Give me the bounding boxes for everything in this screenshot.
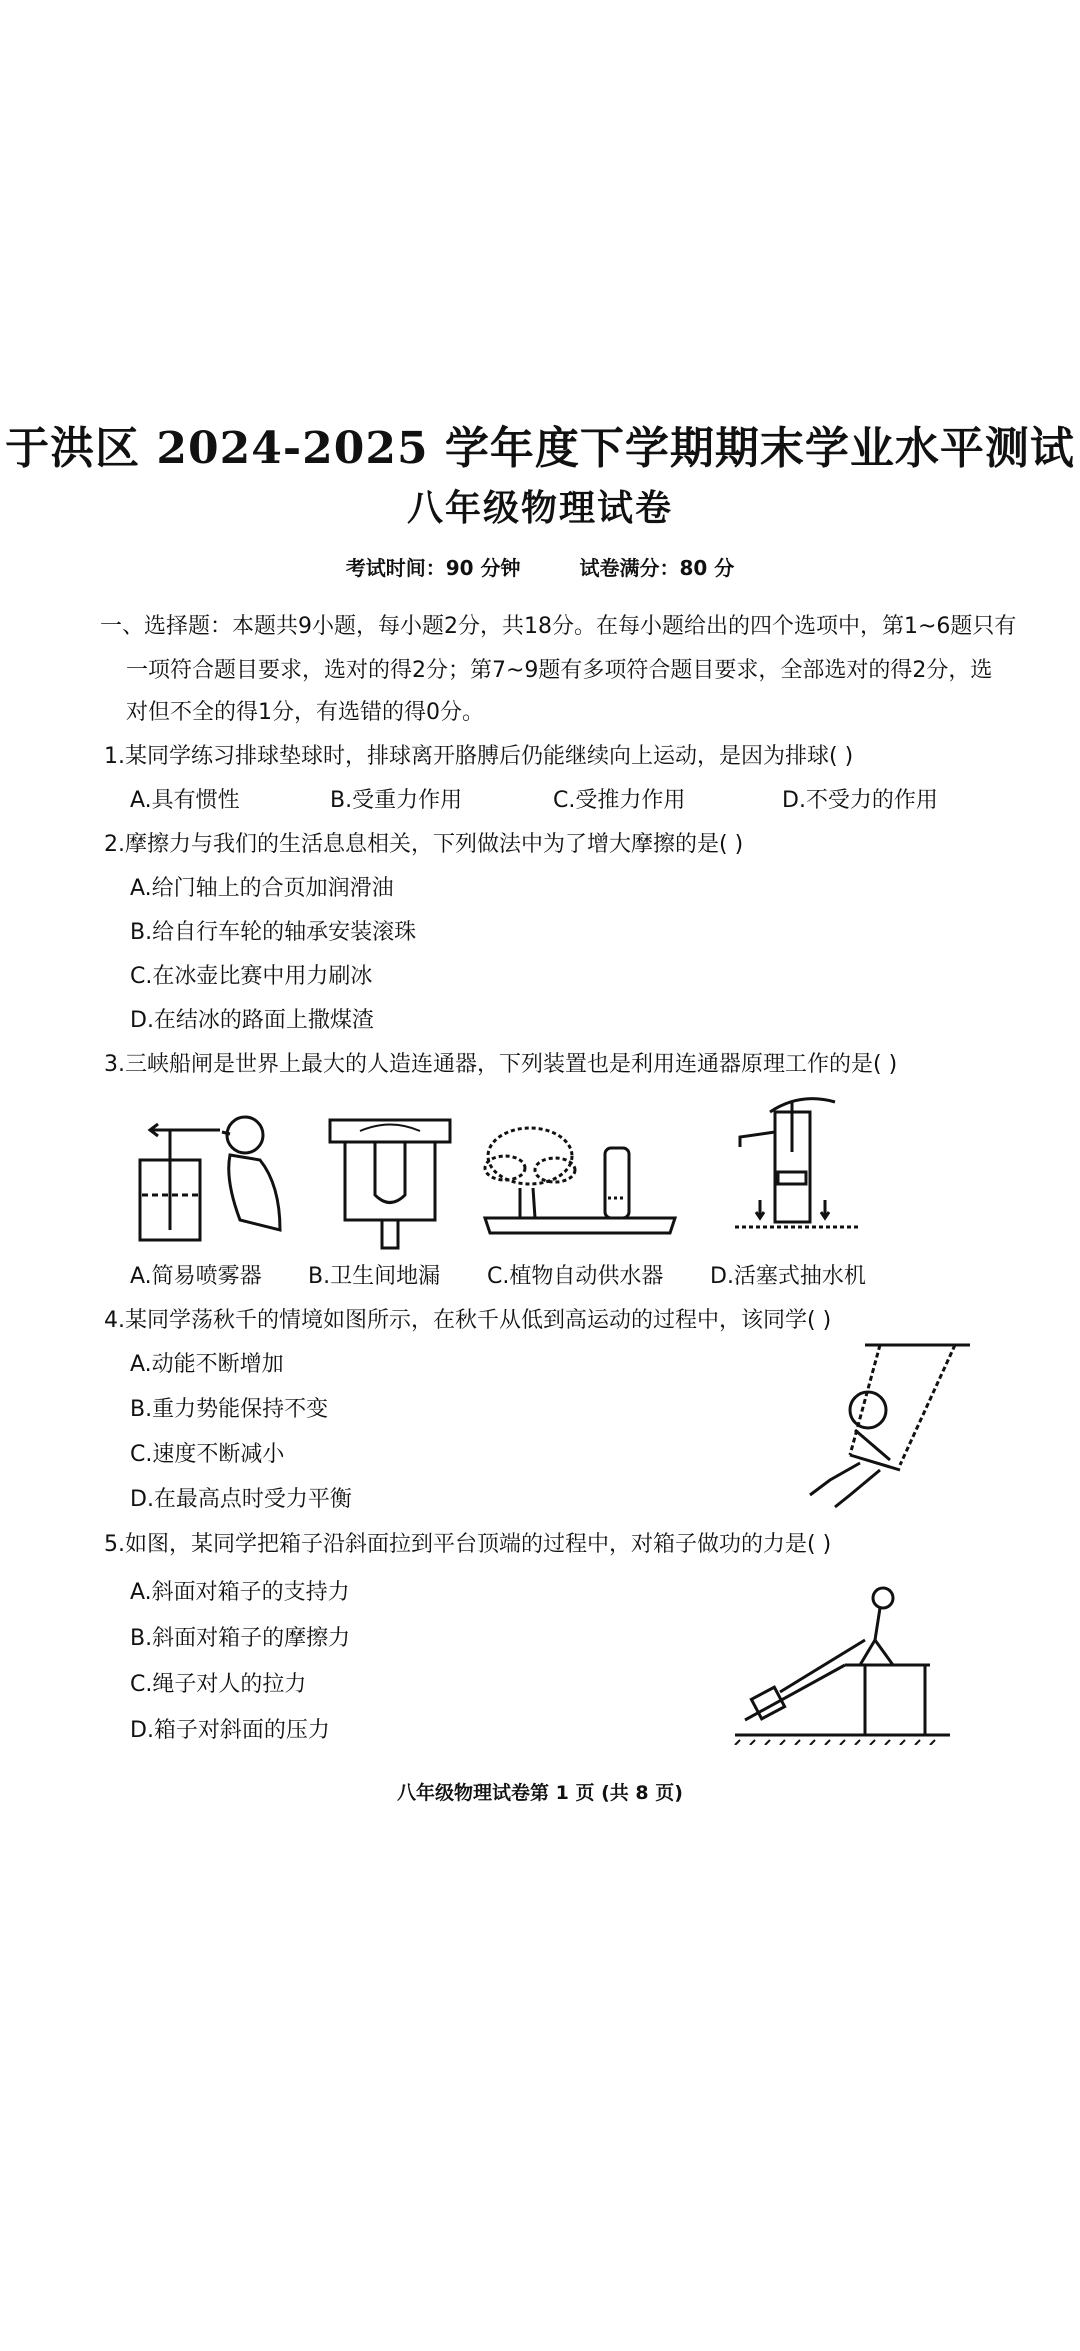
section-intro-line-1: 一、选择题：本题共9小题，每小题2分，共18分。在每小题给出的四个选项中，第1~6题只有	[100, 614, 1017, 639]
question-5: 5.如图，某同学把箱子沿斜面拉到平台顶端的过程中，对箱子做功的力是( )	[104, 1532, 832, 1557]
q4-option-b: B.重力势能保持不变	[130, 1397, 329, 1422]
q4-option-a: A.动能不断增加	[130, 1352, 284, 1377]
section-intro-line-2: 一项符合题目要求，选对的得2分；第7~9题有多项符合题目要求，全部选对的得2分，选	[126, 658, 993, 683]
q2-option-d: D.在结冰的路面上撒煤渣	[130, 1008, 374, 1033]
question-2: 2.摩擦力与我们的生活息息相关，下列做法中为了增大摩擦的是( )	[104, 832, 744, 857]
plant-watering-illustration	[475, 1108, 695, 1248]
piston-pump-illustration	[720, 1092, 870, 1252]
question-4: 4.某同学荡秋千的情境如图所示，在秋千从低到高运动的过程中，该同学( )	[104, 1308, 832, 1333]
q1-option-c: C.受推力作用	[553, 788, 686, 813]
q2-option-c: C.在冰壶比赛中用力刷冰	[130, 964, 373, 989]
q3-option-a: A.简易喷雾器	[130, 1264, 262, 1289]
question-3: 3.三峡船闸是世界上最大的人造连通器，下列装置也是利用连通器原理工作的是( )	[104, 1052, 898, 1077]
q3-option-b: B.卫生间地漏	[308, 1264, 441, 1289]
q5-option-c: C.绳子对人的拉力	[130, 1672, 307, 1697]
question-1: 1.某同学练习排球垫球时，排球离开胳膊后仍能继续向上运动，是因为排球( )	[104, 744, 854, 769]
section-intro-line-3: 对但不全的得1分，有选错的得0分。	[126, 700, 484, 725]
swing-illustration	[790, 1335, 980, 1515]
exam-meta	[0, 552, 1080, 581]
q1-option-a: A.具有惯性	[130, 788, 240, 813]
incline-box-illustration	[725, 1570, 960, 1745]
exam-title: 于洪区 2024-2025 学年度下学期期末学业水平测试	[5, 423, 1075, 474]
q2-option-b: B.给自行车轮的轴承安装滚珠	[130, 920, 417, 945]
q4-option-c: C.速度不断减小	[130, 1442, 285, 1467]
q2-option-a: A.给门轴上的合页加润滑油	[130, 876, 394, 901]
q4-option-d: D.在最高点时受力平衡	[130, 1487, 352, 1512]
exam-time: 考试时间：90 分钟	[345, 556, 521, 580]
floor-drain-illustration	[320, 1110, 460, 1250]
q5-option-b: B.斜面对箱子的摩擦力	[130, 1626, 351, 1651]
q1-option-b: B.受重力作用	[330, 788, 463, 813]
q5-option-a: A.斜面对箱子的支持力	[130, 1580, 350, 1605]
q3-option-c: C.植物自动供水器	[487, 1264, 664, 1289]
q5-option-d: D.箱子对斜面的压力	[130, 1718, 330, 1743]
sprayer-illustration	[130, 1100, 290, 1250]
q3-option-d: D.活塞式抽水机	[710, 1264, 866, 1289]
exam-subtitle: 八年级物理试卷	[406, 487, 673, 529]
full-score: 试卷满分：80 分	[579, 556, 735, 580]
q1-option-d: D.不受力的作用	[782, 788, 938, 813]
page-footer: 八年级物理试卷第 1 页 (共 8 页)	[397, 1782, 683, 1804]
